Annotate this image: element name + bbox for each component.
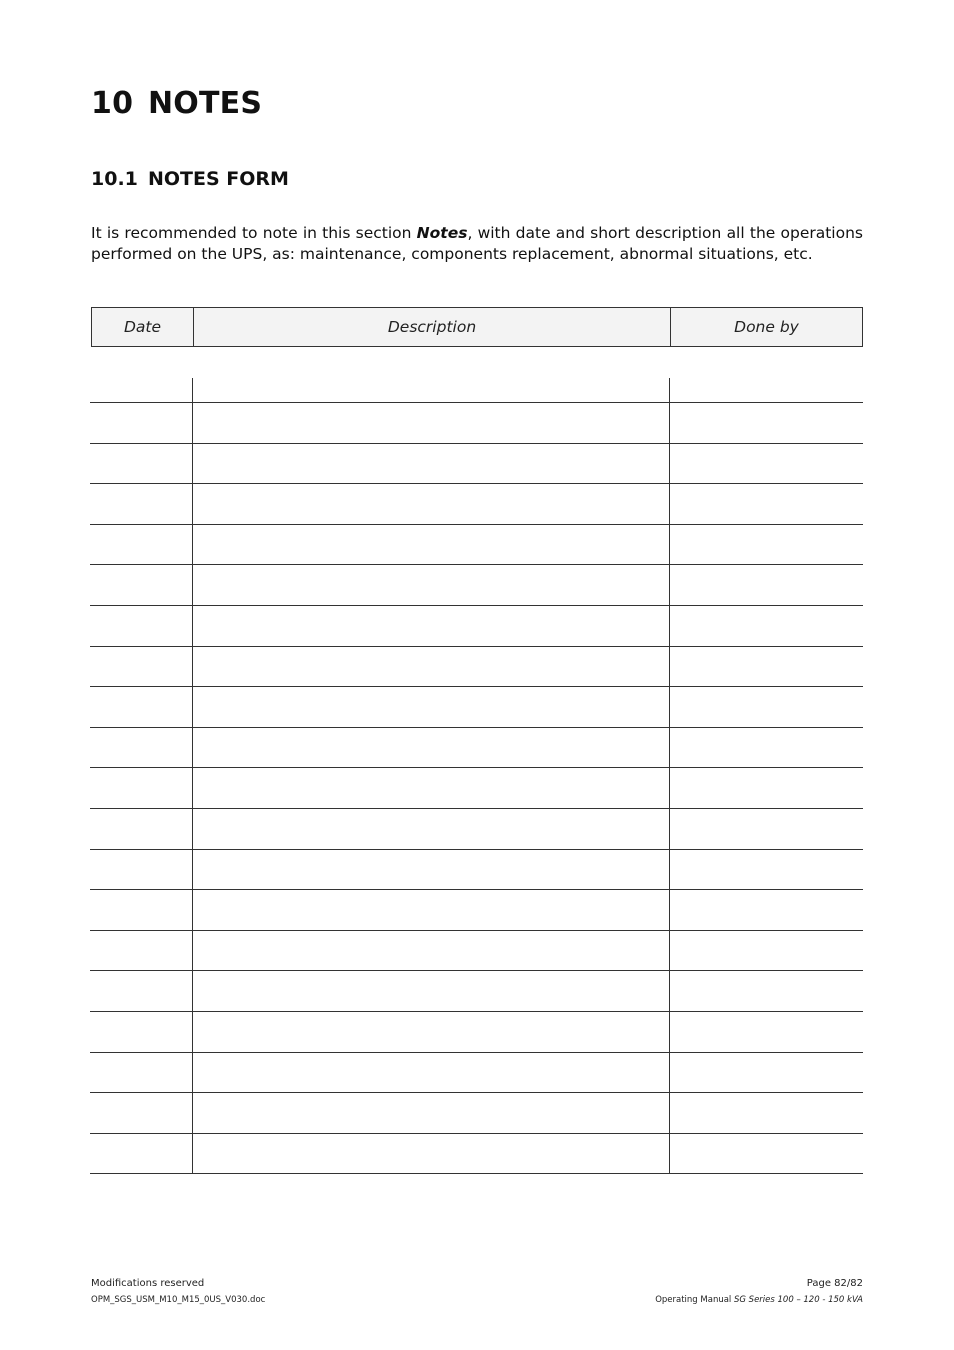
- done-by-cell: [670, 687, 863, 727]
- date-cell: [90, 606, 193, 646]
- date-cell: [90, 809, 193, 849]
- table-row: [90, 1134, 863, 1175]
- date-cell: [90, 687, 193, 727]
- footer-modifications: Modifications reserved: [91, 1278, 205, 1289]
- table-row: [90, 1053, 863, 1094]
- done-by-cell: [670, 971, 863, 1011]
- table-row: [90, 809, 863, 850]
- description-cell: [193, 606, 670, 646]
- done-by-cell: [670, 444, 863, 484]
- done-by-cell: [670, 606, 863, 646]
- date-cell: [90, 890, 193, 930]
- date-cell: [90, 931, 193, 971]
- description-cell: [193, 768, 670, 808]
- chapter-heading: [91, 86, 262, 121]
- description-cell: [193, 1012, 670, 1052]
- intro-text-after: , with date and short description all the operations performed on the UPS, as: maintenance, components replacement, abnormal situations, etc.: [91, 224, 863, 263]
- footer-page-number: Page 82/82: [806, 1278, 863, 1289]
- description-cell: [193, 890, 670, 930]
- description-cell: [193, 971, 670, 1011]
- table-row: [90, 971, 863, 1012]
- footer-document-id: OPM_SGS_USM_M10_M15_0US_V030.doc: [91, 1295, 266, 1305]
- table-row: [90, 484, 863, 525]
- description-cell: [193, 931, 670, 971]
- done-by-cell: [670, 768, 863, 808]
- table-row: [90, 931, 863, 972]
- table-row: [90, 687, 863, 728]
- header-date: Date: [92, 308, 194, 346]
- description-cell: [193, 728, 670, 768]
- done-by-cell: [670, 1053, 863, 1093]
- date-cell: [90, 403, 193, 443]
- footer-manual-title: [655, 1292, 863, 1309]
- done-by-cell: [670, 1012, 863, 1052]
- header-done-by: Done by: [734, 318, 799, 336]
- date-cell: [90, 444, 193, 484]
- table-row: [90, 890, 863, 931]
- done-by-cell: [670, 931, 863, 971]
- description-cell: [193, 378, 670, 402]
- table-row: [90, 850, 863, 891]
- done-by-cell: [670, 728, 863, 768]
- date-cell: [90, 1134, 193, 1174]
- done-by-cell: [670, 647, 863, 687]
- date-cell: [90, 1012, 193, 1052]
- footer-left: [91, 1275, 265, 1309]
- date-cell: [90, 850, 193, 890]
- intro-paragraph: [91, 223, 863, 265]
- date-cell: [90, 1053, 193, 1093]
- table-row: [90, 768, 863, 809]
- date-cell: [90, 565, 193, 605]
- description-cell: [193, 525, 670, 565]
- description-cell: [193, 809, 670, 849]
- done-by-cell: [670, 890, 863, 930]
- done-by-cell: [670, 565, 863, 605]
- table-row: [90, 1093, 863, 1134]
- description-cell: [193, 444, 670, 484]
- intro-text-before: It is recommended to note in this section: [91, 224, 417, 242]
- date-cell: [90, 525, 193, 565]
- done-by-cell: [670, 378, 863, 402]
- section-title: NOTES FORM: [148, 168, 289, 190]
- date-cell: [90, 728, 193, 768]
- description-cell: [193, 1134, 670, 1174]
- table-row: [90, 403, 863, 444]
- table-row: [90, 444, 863, 485]
- footer-manual-prefix: Operating Manual: [655, 1295, 734, 1305]
- date-cell: [90, 484, 193, 524]
- date-cell: [90, 647, 193, 687]
- chapter-number: 10: [91, 86, 134, 121]
- description-cell: [193, 850, 670, 890]
- section-number: 10.1: [91, 168, 138, 190]
- description-cell: [193, 1053, 670, 1093]
- description-cell: [193, 647, 670, 687]
- notes-table-body: [90, 378, 863, 1174]
- description-cell: [193, 484, 670, 524]
- chapter-title: NOTES: [148, 86, 263, 121]
- done-by-cell: [670, 850, 863, 890]
- done-by-cell: [670, 484, 863, 524]
- done-by-cell: [670, 1093, 863, 1133]
- description-cell: [193, 1093, 670, 1133]
- footer-right: [655, 1275, 863, 1309]
- description-cell: [193, 687, 670, 727]
- table-row: [90, 647, 863, 688]
- footer-manual-series: SG Series 100 – 120 - 150 kVA: [734, 1295, 863, 1305]
- intro-emphasis: Notes: [416, 224, 468, 242]
- date-cell: [90, 378, 193, 402]
- description-cell: [193, 403, 670, 443]
- table-row: [90, 728, 863, 769]
- date-cell: [90, 1093, 193, 1133]
- description-cell: [193, 565, 670, 605]
- done-by-cell: [670, 809, 863, 849]
- table-row: [90, 606, 863, 647]
- date-cell: [90, 768, 193, 808]
- table-row: [90, 565, 863, 606]
- done-by-cell: [670, 403, 863, 443]
- table-row: [90, 378, 863, 403]
- done-by-cell: [670, 525, 863, 565]
- table-row: [90, 525, 863, 566]
- notes-table-header: [91, 307, 863, 347]
- table-row: [90, 1012, 863, 1053]
- date-cell: [90, 971, 193, 1011]
- done-by-cell: [670, 1134, 863, 1174]
- section-heading: [91, 168, 289, 190]
- header-description: Description: [194, 308, 671, 346]
